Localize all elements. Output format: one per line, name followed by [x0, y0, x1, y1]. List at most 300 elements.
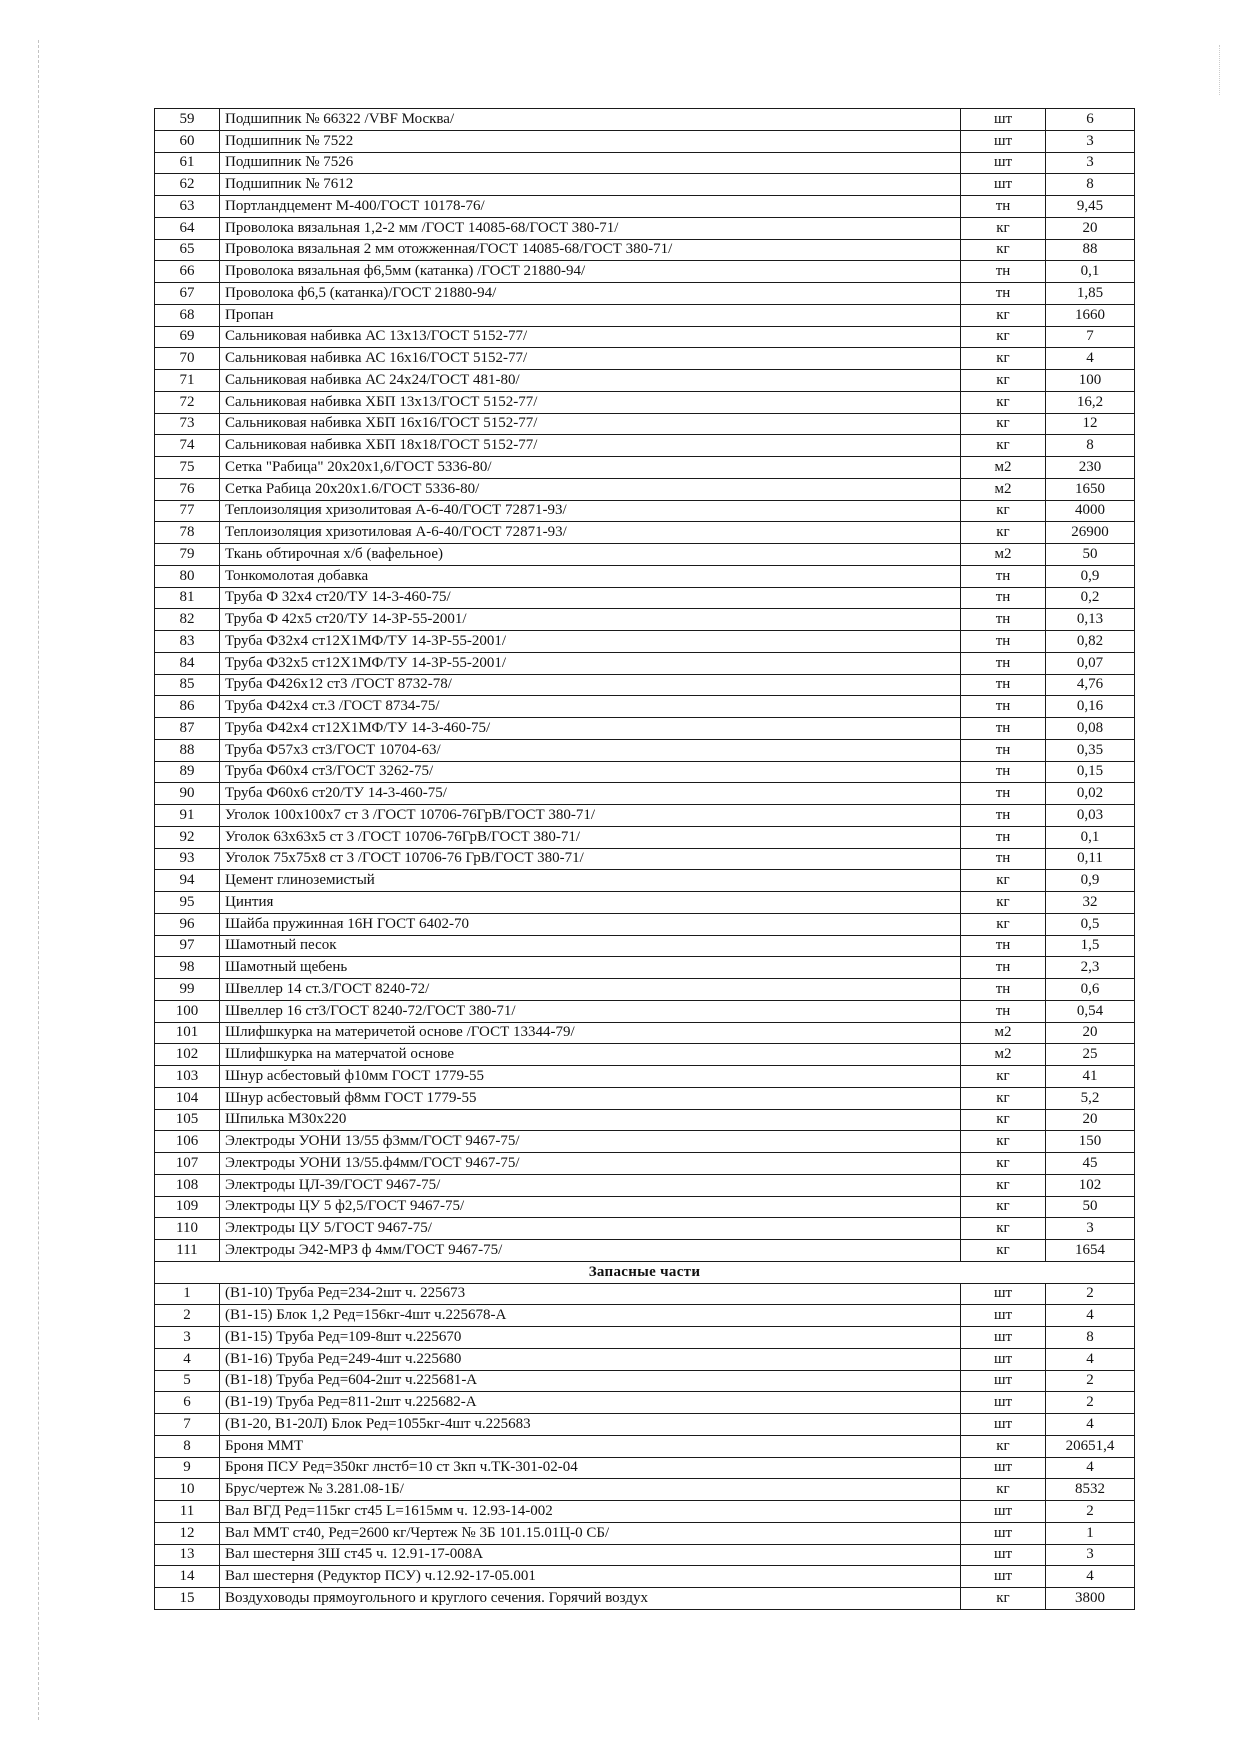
item-quantity: 3800 [1046, 1588, 1135, 1610]
item-quantity: 4 [1046, 1414, 1135, 1436]
item-name: Сетка "Рабица" 20х20х1,6/ГОСТ 5336-80/ [220, 457, 961, 479]
item-quantity: 26900 [1046, 522, 1135, 544]
item-quantity: 4 [1046, 1566, 1135, 1588]
item-quantity: 1,5 [1046, 935, 1135, 957]
item-unit: кг [961, 500, 1046, 522]
row-number: 3 [155, 1327, 220, 1349]
item-unit: шт [961, 1522, 1046, 1544]
item-name: Проволока вязальная ф6,5мм (катанка) /ГОСТ 21880-94/ [220, 261, 961, 283]
item-name: Сальниковая набивка ХБП 16х16/ГОСТ 5152-77/ [220, 413, 961, 435]
item-quantity: 9,45 [1046, 196, 1135, 218]
row-number: 65 [155, 239, 220, 261]
table-row [155, 435, 1135, 457]
item-quantity: 4,76 [1046, 674, 1135, 696]
item-name: Электроды УОНИ 13/55.ф4мм/ГОСТ 9467-75/ [220, 1153, 961, 1175]
item-unit: кг [961, 1588, 1046, 1610]
table-row [155, 1305, 1135, 1327]
item-name: Броня ММТ [220, 1435, 961, 1457]
item-name: Шпилька М30х220 [220, 1109, 961, 1131]
item-unit: тн [961, 674, 1046, 696]
row-number: 12 [155, 1522, 220, 1544]
row-number: 74 [155, 435, 220, 457]
item-unit: кг [961, 1435, 1046, 1457]
row-number: 13 [155, 1544, 220, 1566]
item-name: Проволока ф6,5 (катанка)/ГОСТ 21880-94/ [220, 283, 961, 305]
item-unit: шт [961, 1457, 1046, 1479]
table-row [155, 631, 1135, 653]
item-name: Шамотный щебень [220, 957, 961, 979]
table-row [155, 1544, 1135, 1566]
item-quantity: 50 [1046, 544, 1135, 566]
item-unit: кг [961, 1131, 1046, 1153]
item-unit: тн [961, 761, 1046, 783]
row-number: 106 [155, 1131, 220, 1153]
table-row [155, 544, 1135, 566]
item-quantity: 20 [1046, 1109, 1135, 1131]
table-row [155, 1044, 1135, 1066]
table-row [155, 413, 1135, 435]
item-name: Шайба пружинная 16Н ГОСТ 6402-70 [220, 913, 961, 935]
item-unit: тн [961, 739, 1046, 761]
item-unit: шт [961, 1501, 1046, 1523]
section-title: Запасные части [155, 1261, 1135, 1283]
table-row [155, 870, 1135, 892]
table-row [155, 1327, 1135, 1349]
row-number: 2 [155, 1305, 220, 1327]
item-quantity: 0,16 [1046, 696, 1135, 718]
item-unit: тн [961, 979, 1046, 1001]
row-number: 97 [155, 935, 220, 957]
item-unit: шт [961, 152, 1046, 174]
item-name: Шнур асбестовый ф10мм ГОСТ 1779-55 [220, 1066, 961, 1088]
item-quantity: 3 [1046, 1544, 1135, 1566]
item-unit: тн [961, 631, 1046, 653]
table-row [155, 1066, 1135, 1088]
row-number: 70 [155, 348, 220, 370]
table-row [155, 718, 1135, 740]
item-name: Броня ПСУ Ред=350кг лнстб=10 ст 3кп ч.ТК-301-02-04 [220, 1457, 961, 1479]
row-number: 77 [155, 500, 220, 522]
table-row [155, 348, 1135, 370]
item-unit: кг [961, 1066, 1046, 1088]
row-number: 63 [155, 196, 220, 218]
item-unit: тн [961, 783, 1046, 805]
item-name: Шлифшкурка на материчетой основе /ГОСТ 13344-79/ [220, 1022, 961, 1044]
item-name: Труба Ф32х5 ст12Х1МФ/ТУ 14-3Р-55-2001/ [220, 652, 961, 674]
item-unit: тн [961, 826, 1046, 848]
row-number: 64 [155, 217, 220, 239]
item-name: Труба Ф60х6 ст20/ТУ 14-3-460-75/ [220, 783, 961, 805]
item-quantity: 3 [1046, 152, 1135, 174]
item-unit: тн [961, 565, 1046, 587]
item-quantity: 4 [1046, 1348, 1135, 1370]
item-name: Труба Ф 32х4 ст20/ТУ 14-3-460-75/ [220, 587, 961, 609]
item-name: Сальниковая набивка АС 16х16/ГОСТ 5152-77/ [220, 348, 961, 370]
item-unit: шт [961, 1305, 1046, 1327]
item-unit: шт [961, 109, 1046, 131]
table-row [155, 1087, 1135, 1109]
item-unit: кг [961, 870, 1046, 892]
item-unit: шт [961, 1414, 1046, 1436]
item-name: Ткань обтирочная х/б (вафельное) [220, 544, 961, 566]
row-number: 85 [155, 674, 220, 696]
item-unit: кг [961, 326, 1046, 348]
item-name: Электроды УОНИ 13/55 ф3мм/ГОСТ 9467-75/ [220, 1131, 961, 1153]
row-number: 60 [155, 130, 220, 152]
row-number: 110 [155, 1218, 220, 1240]
item-unit: м2 [961, 544, 1046, 566]
table-row [155, 565, 1135, 587]
item-unit: тн [961, 957, 1046, 979]
item-unit: кг [961, 435, 1046, 457]
item-name: Сальниковая набивка ХБП 18х18/ГОСТ 5152-77/ [220, 435, 961, 457]
item-quantity: 1660 [1046, 304, 1135, 326]
row-number: 66 [155, 261, 220, 283]
table-row [155, 1240, 1135, 1262]
table-row [155, 761, 1135, 783]
item-quantity: 4 [1046, 348, 1135, 370]
item-quantity: 0,11 [1046, 848, 1135, 870]
item-quantity: 0,35 [1046, 739, 1135, 761]
item-quantity: 0,1 [1046, 826, 1135, 848]
row-number: 6 [155, 1392, 220, 1414]
item-name: Труба Ф42х4 ст.3 /ГОСТ 8734-75/ [220, 696, 961, 718]
item-quantity: 12 [1046, 413, 1135, 435]
item-name: Сетка Рабица 20х20х1.6/ГОСТ 5336-80/ [220, 478, 961, 500]
row-number: 98 [155, 957, 220, 979]
item-quantity: 0,2 [1046, 587, 1135, 609]
row-number: 93 [155, 848, 220, 870]
table-row [155, 935, 1135, 957]
item-quantity: 32 [1046, 892, 1135, 914]
item-quantity: 0,5 [1046, 913, 1135, 935]
row-number: 90 [155, 783, 220, 805]
item-quantity: 0,08 [1046, 718, 1135, 740]
row-number: 4 [155, 1348, 220, 1370]
item-unit: кг [961, 1196, 1046, 1218]
row-number: 80 [155, 565, 220, 587]
table-row [155, 1501, 1135, 1523]
item-name: Труба Ф42х4 ст12Х1МФ/ТУ 14-3-460-75/ [220, 718, 961, 740]
table-row [155, 478, 1135, 500]
item-name: (В1-15) Блок 1,2 Ред=156кг-4шт ч.225678-А [220, 1305, 961, 1327]
item-quantity: 45 [1046, 1153, 1135, 1175]
item-unit: м2 [961, 478, 1046, 500]
table-row [155, 1109, 1135, 1131]
item-unit: шт [961, 130, 1046, 152]
item-quantity: 8532 [1046, 1479, 1135, 1501]
item-unit: кг [961, 217, 1046, 239]
row-number: 107 [155, 1153, 220, 1175]
item-name: Шамотный песок [220, 935, 961, 957]
row-number: 75 [155, 457, 220, 479]
item-name: Вал шестерня (Редуктор ПСУ) ч.12.92-17-05.001 [220, 1566, 961, 1588]
item-quantity: 25 [1046, 1044, 1135, 1066]
item-name: Труба Ф426х12 ст3 /ГОСТ 8732-78/ [220, 674, 961, 696]
row-number: 10 [155, 1479, 220, 1501]
row-number: 99 [155, 979, 220, 1001]
item-quantity: 0,9 [1046, 870, 1135, 892]
item-quantity: 3 [1046, 1218, 1135, 1240]
row-number: 111 [155, 1240, 220, 1262]
row-number: 68 [155, 304, 220, 326]
row-number: 71 [155, 370, 220, 392]
item-name: (В1-19) Труба Ред=811-2шт ч.225682-А [220, 1392, 961, 1414]
table-row [155, 1479, 1135, 1501]
section-header-row [155, 1261, 1135, 1283]
inventory-table [154, 108, 1135, 1610]
item-name: Труба Ф60х4 ст3/ГОСТ 3262-75/ [220, 761, 961, 783]
row-number: 96 [155, 913, 220, 935]
item-name: Проволока вязальная 1,2-2 мм /ГОСТ 14085-68/ГОСТ 380-71/ [220, 217, 961, 239]
item-quantity: 41 [1046, 1066, 1135, 1088]
table-row [155, 892, 1135, 914]
item-name: Вал ВГД Ред=115кг ст45 L=1615мм ч. 12.93-14-002 [220, 1501, 961, 1523]
item-name: Вал ММТ ст40, Ред=2600 кг/Чертеж № 3Б 101.15.01Ц-0 СБ/ [220, 1522, 961, 1544]
item-unit: тн [961, 718, 1046, 740]
table-row [155, 152, 1135, 174]
table-row [155, 109, 1135, 131]
item-name: Шнур асбестовый ф8мм ГОСТ 1779-55 [220, 1087, 961, 1109]
item-name: Швеллер 14 ст.3/ГОСТ 8240-72/ [220, 979, 961, 1001]
item-unit: шт [961, 1283, 1046, 1305]
item-quantity: 0,13 [1046, 609, 1135, 631]
item-quantity: 8 [1046, 1327, 1135, 1349]
item-quantity: 6 [1046, 109, 1135, 131]
row-number: 105 [155, 1109, 220, 1131]
item-unit: тн [961, 261, 1046, 283]
item-unit: шт [961, 174, 1046, 196]
row-number: 73 [155, 413, 220, 435]
item-unit: тн [961, 848, 1046, 870]
inventory-table-spare-rows [155, 1283, 1135, 1609]
row-number: 91 [155, 805, 220, 827]
item-unit: м2 [961, 1022, 1046, 1044]
row-number: 109 [155, 1196, 220, 1218]
item-unit: кг [961, 522, 1046, 544]
item-name: Электроды ЦУ 5/ГОСТ 9467-75/ [220, 1218, 961, 1240]
item-quantity: 0,02 [1046, 783, 1135, 805]
row-number: 7 [155, 1414, 220, 1436]
table-row [155, 239, 1135, 261]
item-name: Пропан [220, 304, 961, 326]
inventory-table-main-rows [155, 109, 1135, 1262]
item-name: Труба Ф57х3 ст3/ГОСТ 10704-63/ [220, 739, 961, 761]
table-row [155, 805, 1135, 827]
item-unit: кг [961, 348, 1046, 370]
item-name: Вал шестерня ЗШ ст45 ч. 12.91-17-008А [220, 1544, 961, 1566]
item-quantity: 0,03 [1046, 805, 1135, 827]
row-number: 82 [155, 609, 220, 631]
item-name: Электроды ЦУ 5 ф2,5/ГОСТ 9467-75/ [220, 1196, 961, 1218]
table-row [155, 370, 1135, 392]
item-name: Портландцемент М-400/ГОСТ 10178-76/ [220, 196, 961, 218]
item-name: Уголок 63х63х5 ст 3 /ГОСТ 10706-76ГрВ/ГОСТ 380-71/ [220, 826, 961, 848]
row-number: 5 [155, 1370, 220, 1392]
item-name: (В1-10) Труба Ред=234-2шт ч. 225673 [220, 1283, 961, 1305]
table-row [155, 1153, 1135, 1175]
item-unit: тн [961, 1000, 1046, 1022]
row-number: 72 [155, 391, 220, 413]
table-row [155, 1435, 1135, 1457]
item-name: Брус/чертеж № 3.281.08-1Б/ [220, 1479, 961, 1501]
table-row [155, 196, 1135, 218]
item-unit: тн [961, 587, 1046, 609]
table-row [155, 283, 1135, 305]
table-row [155, 1174, 1135, 1196]
row-number: 79 [155, 544, 220, 566]
item-quantity: 150 [1046, 1131, 1135, 1153]
row-number: 101 [155, 1022, 220, 1044]
row-number: 14 [155, 1566, 220, 1588]
table-row [155, 674, 1135, 696]
table-row [155, 696, 1135, 718]
row-number: 87 [155, 718, 220, 740]
item-unit: кг [961, 1109, 1046, 1131]
item-unit: кг [961, 391, 1046, 413]
item-quantity: 2 [1046, 1370, 1135, 1392]
item-quantity: 230 [1046, 457, 1135, 479]
scan-corner-mark [1193, 45, 1220, 95]
item-name: Тонкомолотая добавка [220, 565, 961, 587]
item-unit: кг [961, 1240, 1046, 1262]
table-row [155, 304, 1135, 326]
item-quantity: 2,3 [1046, 957, 1135, 979]
table-row [155, 783, 1135, 805]
table-row [155, 261, 1135, 283]
item-quantity: 2 [1046, 1501, 1135, 1523]
item-name: Теплоизоляция хризолитовая А-6-40/ГОСТ 72871-93/ [220, 500, 961, 522]
item-unit: м2 [961, 1044, 1046, 1066]
item-quantity: 1650 [1046, 478, 1135, 500]
item-unit: тн [961, 652, 1046, 674]
item-quantity: 2 [1046, 1392, 1135, 1414]
row-number: 95 [155, 892, 220, 914]
item-quantity: 50 [1046, 1196, 1135, 1218]
table-row [155, 957, 1135, 979]
item-name: Теплоизоляция хризотиловая А-6-40/ГОСТ 72871-93/ [220, 522, 961, 544]
table-row [155, 1218, 1135, 1240]
item-unit: тн [961, 935, 1046, 957]
item-name: Подшипник № 7612 [220, 174, 961, 196]
item-quantity: 20 [1046, 217, 1135, 239]
table-row [155, 1196, 1135, 1218]
item-quantity: 20651,4 [1046, 1435, 1135, 1457]
item-unit: кг [961, 913, 1046, 935]
row-number: 100 [155, 1000, 220, 1022]
item-unit: шт [961, 1566, 1046, 1588]
item-quantity: 0,07 [1046, 652, 1135, 674]
item-name: (В1-18) Труба Ред=604-2шт ч.225681-А [220, 1370, 961, 1392]
item-quantity: 0,9 [1046, 565, 1135, 587]
item-name: Уголок 100х100х7 ст 3 /ГОСТ 10706-76ГрВ/ГОСТ 380-71/ [220, 805, 961, 827]
item-quantity: 3 [1046, 130, 1135, 152]
item-name: Сальниковая набивка АС 24х24/ГОСТ 481-80/ [220, 370, 961, 392]
table-row [155, 1000, 1135, 1022]
item-name: Подшипник № 7526 [220, 152, 961, 174]
item-unit: шт [961, 1544, 1046, 1566]
row-number: 1 [155, 1283, 220, 1305]
item-name: Сальниковая набивка АС 13х13/ГОСТ 5152-77/ [220, 326, 961, 348]
table-row [155, 1022, 1135, 1044]
item-name: Электроды ЦЛ-39/ГОСТ 9467-75/ [220, 1174, 961, 1196]
item-quantity: 0,1 [1046, 261, 1135, 283]
row-number: 15 [155, 1588, 220, 1610]
row-number: 89 [155, 761, 220, 783]
item-name: Подшипник № 66322 /VBF Москва/ [220, 109, 961, 131]
item-quantity: 0,82 [1046, 631, 1135, 653]
table-row [155, 1522, 1135, 1544]
row-number: 8 [155, 1435, 220, 1457]
table-row [155, 652, 1135, 674]
item-unit: кг [961, 413, 1046, 435]
item-quantity: 20 [1046, 1022, 1135, 1044]
item-quantity: 2 [1046, 1283, 1135, 1305]
row-number: 103 [155, 1066, 220, 1088]
item-unit: кг [961, 370, 1046, 392]
item-quantity: 8 [1046, 435, 1135, 457]
item-quantity: 88 [1046, 239, 1135, 261]
item-unit: кг [961, 1087, 1046, 1109]
row-number: 62 [155, 174, 220, 196]
table-row [155, 1348, 1135, 1370]
row-number: 78 [155, 522, 220, 544]
item-unit: тн [961, 805, 1046, 827]
item-quantity: 8 [1046, 174, 1135, 196]
item-name: Швеллер 16 ст3/ГОСТ 8240-72/ГОСТ 380-71/ [220, 1000, 961, 1022]
item-name: Сальниковая набивка ХБП 13х13/ГОСТ 5152-77/ [220, 391, 961, 413]
table-row [155, 1370, 1135, 1392]
item-quantity: 16,2 [1046, 391, 1135, 413]
row-number: 9 [155, 1457, 220, 1479]
table-row [155, 391, 1135, 413]
item-name: Цинтия [220, 892, 961, 914]
table-row [155, 1131, 1135, 1153]
item-name: Цемент глиноземистый [220, 870, 961, 892]
item-quantity: 0,54 [1046, 1000, 1135, 1022]
item-unit: шт [961, 1348, 1046, 1370]
item-quantity: 4000 [1046, 500, 1135, 522]
row-number: 94 [155, 870, 220, 892]
item-quantity: 1 [1046, 1522, 1135, 1544]
row-number: 83 [155, 631, 220, 653]
section-header-group [155, 1261, 1135, 1283]
item-name: Труба Ф 42х5 ст20/ТУ 14-3Р-55-2001/ [220, 609, 961, 631]
table-row [155, 826, 1135, 848]
item-name: (В1-20, В1-20Л) Блок Ред=1055кг-4шт ч.225683 [220, 1414, 961, 1436]
item-name: (В1-15) Труба Ред=109-8шт ч.225670 [220, 1327, 961, 1349]
item-quantity: 7 [1046, 326, 1135, 348]
item-unit: кг [961, 239, 1046, 261]
table-row [155, 522, 1135, 544]
table-row [155, 1414, 1135, 1436]
item-name: Труба Ф32х4 ст12Х1МФ/ТУ 14-3Р-55-2001/ [220, 631, 961, 653]
item-unit: тн [961, 196, 1046, 218]
table-row [155, 609, 1135, 631]
row-number: 67 [155, 283, 220, 305]
item-unit: тн [961, 609, 1046, 631]
row-number: 102 [155, 1044, 220, 1066]
table-row [155, 739, 1135, 761]
row-number: 61 [155, 152, 220, 174]
table-row [155, 1457, 1135, 1479]
item-quantity: 4 [1046, 1457, 1135, 1479]
item-unit: тн [961, 283, 1046, 305]
item-unit: кг [961, 1479, 1046, 1501]
table-row [155, 979, 1135, 1001]
row-number: 84 [155, 652, 220, 674]
item-name: Проволока вязальная 2 мм отожженная/ГОСТ 14085-68/ГОСТ 380-71/ [220, 239, 961, 261]
